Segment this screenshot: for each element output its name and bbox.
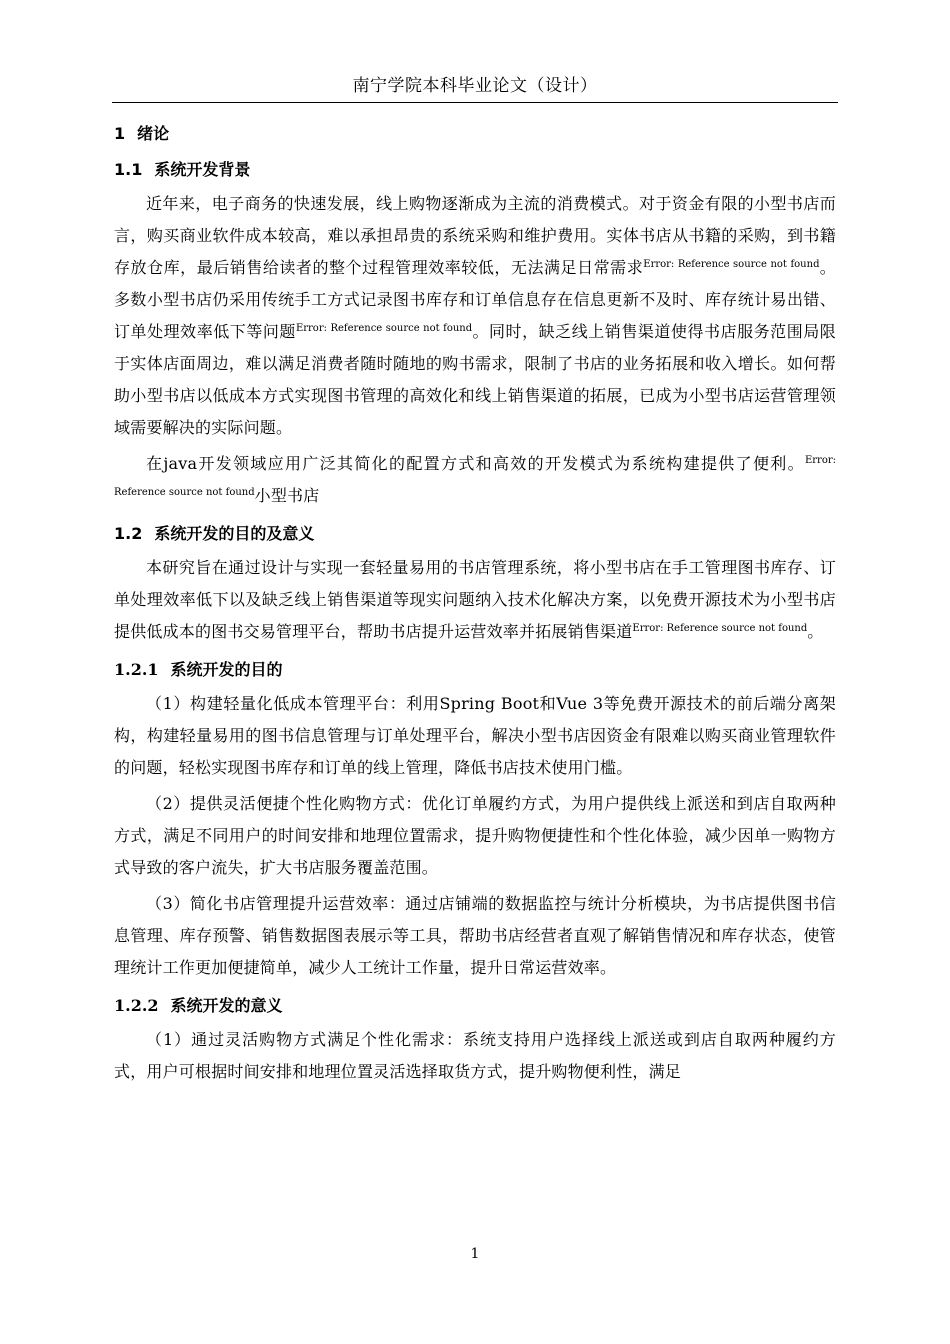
- paragraph-purpose: [114, 552, 836, 648]
- heading-number: 1.2.1: [114, 660, 159, 679]
- paragraph-text: 本研究旨在通过设计与实现一套轻量易用的书店管理系统，将小型书店在手工管理图书库存、订单处理效率低下以及缺乏线上销售渠道等现实问题纳入技术化解决方案，以免费开源技术为小型书店提供低成本的图书交易管理平台，帮助书店提升运营效率并拓展销售渠道: [114, 558, 836, 641]
- heading-section-1-2-2: [114, 988, 836, 1024]
- paragraph-goal-2: （2）提供灵活便捷个性化购物方式：优化订单履约方式，为用户提供线上派送和到店自取两种方式，满足不同用户的时间安排和地理位置需求，提升购物便捷性和个性化体验，减少因单一购物方式导致的客户流失，扩大书店服务覆盖范围。: [114, 794, 836, 877]
- reference-error-mark: Error: Reference source not found: [643, 259, 820, 270]
- page-header: 南宁学院本科毕业论文（设计）: [352, 76, 598, 96]
- reference-error-mark: Error: Reference source not found: [114, 455, 836, 498]
- reference-error-mark: Error: Reference source not found: [295, 323, 473, 334]
- paragraph-text: 小型书店: [254, 486, 320, 505]
- heading-number: 1.1: [114, 160, 143, 179]
- heading-number: 1: [114, 124, 126, 143]
- paragraph-background-1: [114, 188, 836, 444]
- paragraph-text: 在java开发领域应用广泛其简化的配置方式和高效的开发模式为系统构建提供了便利。: [146, 454, 805, 473]
- page-number: 1: [470, 1246, 480, 1262]
- paragraph-text: 近年来，电子商务的快速发展，线上购物逐渐成为主流的消费模式。对于资金有限的小型书店而言，购买商业软件成本较高，难以承担昂贵的系统采购和维护费用。实体书店从书籍的采购，到书籍存放仓库，最后销售给读者的整个过程管理效率较低，无法满足日常需求: [114, 194, 836, 277]
- heading-chapter-1: [114, 116, 836, 152]
- heading-title: 系统开发的意义: [170, 996, 283, 1015]
- document-body: [114, 116, 836, 1092]
- paragraph-goal-1: （1）构建轻量化低成本管理平台：利用Spring Boot和Vue 3等免费开源技术的前后端分离架构，构建轻量易用的图书信息管理与订单处理平台，解决小型书店因资金有限难以购买商业管理软件的问题，轻松实现图书库存和订单的线上管理，降低书店技术使用门槛。: [114, 694, 836, 777]
- paragraph-text: 。多数小型书店仍采用传统手工方式记录图书库存和订单信息存在信息更新不及时、库存统计易出错、订单处理效率低下等问题: [114, 258, 837, 341]
- paragraph-meaning-1: （1）通过灵活购物方式满足个性化需求：系统支持用户选择线上派送或到店自取两种履约方式，用户可根据时间安排和地理位置灵活选择取货方式，提升购物便利性，满足: [114, 1030, 836, 1081]
- heading-title: 绪论: [137, 124, 170, 143]
- heading-number: 1.2.2: [114, 996, 159, 1015]
- heading-title: 系统开发背景: [154, 160, 251, 179]
- paragraph-background-2: [114, 448, 836, 512]
- heading-title: 系统开发的目的及意义: [154, 524, 315, 543]
- heading-section-1-2-1: [114, 652, 836, 688]
- header-rule: [112, 102, 838, 103]
- heading-number: 1.2: [114, 524, 143, 543]
- heading-title: 系统开发的目的: [170, 660, 283, 679]
- paragraph-text: 。: [807, 622, 824, 641]
- paragraph-text: 。同时，缺乏线上销售渠道使得书店服务范围局限于实体店面周边，难以满足消费者随时随地的购书需求，限制了书店的业务拓展和收入增长。如何帮助小型书店以低成本方式实现图书管理的高效化和线上销售渠道的拓展，已成为小型书店运营管理领域需要解决的实际问题。: [114, 322, 837, 437]
- heading-section-1-2: [114, 516, 836, 552]
- reference-error-mark: Error: Reference source not found: [632, 623, 808, 634]
- heading-section-1-1: [114, 152, 836, 188]
- paragraph-goal-3: （3）简化书店管理提升运营效率：通过店铺端的数据监控与统计分析模块，为书店提供图书信息管理、库存预警、销售数据图表展示等工具，帮助书店经营者直观了解销售情况和库存状态，使管理统计工作更加便捷简单，减少人工统计工作量，提升日常运营效率。: [114, 894, 836, 977]
